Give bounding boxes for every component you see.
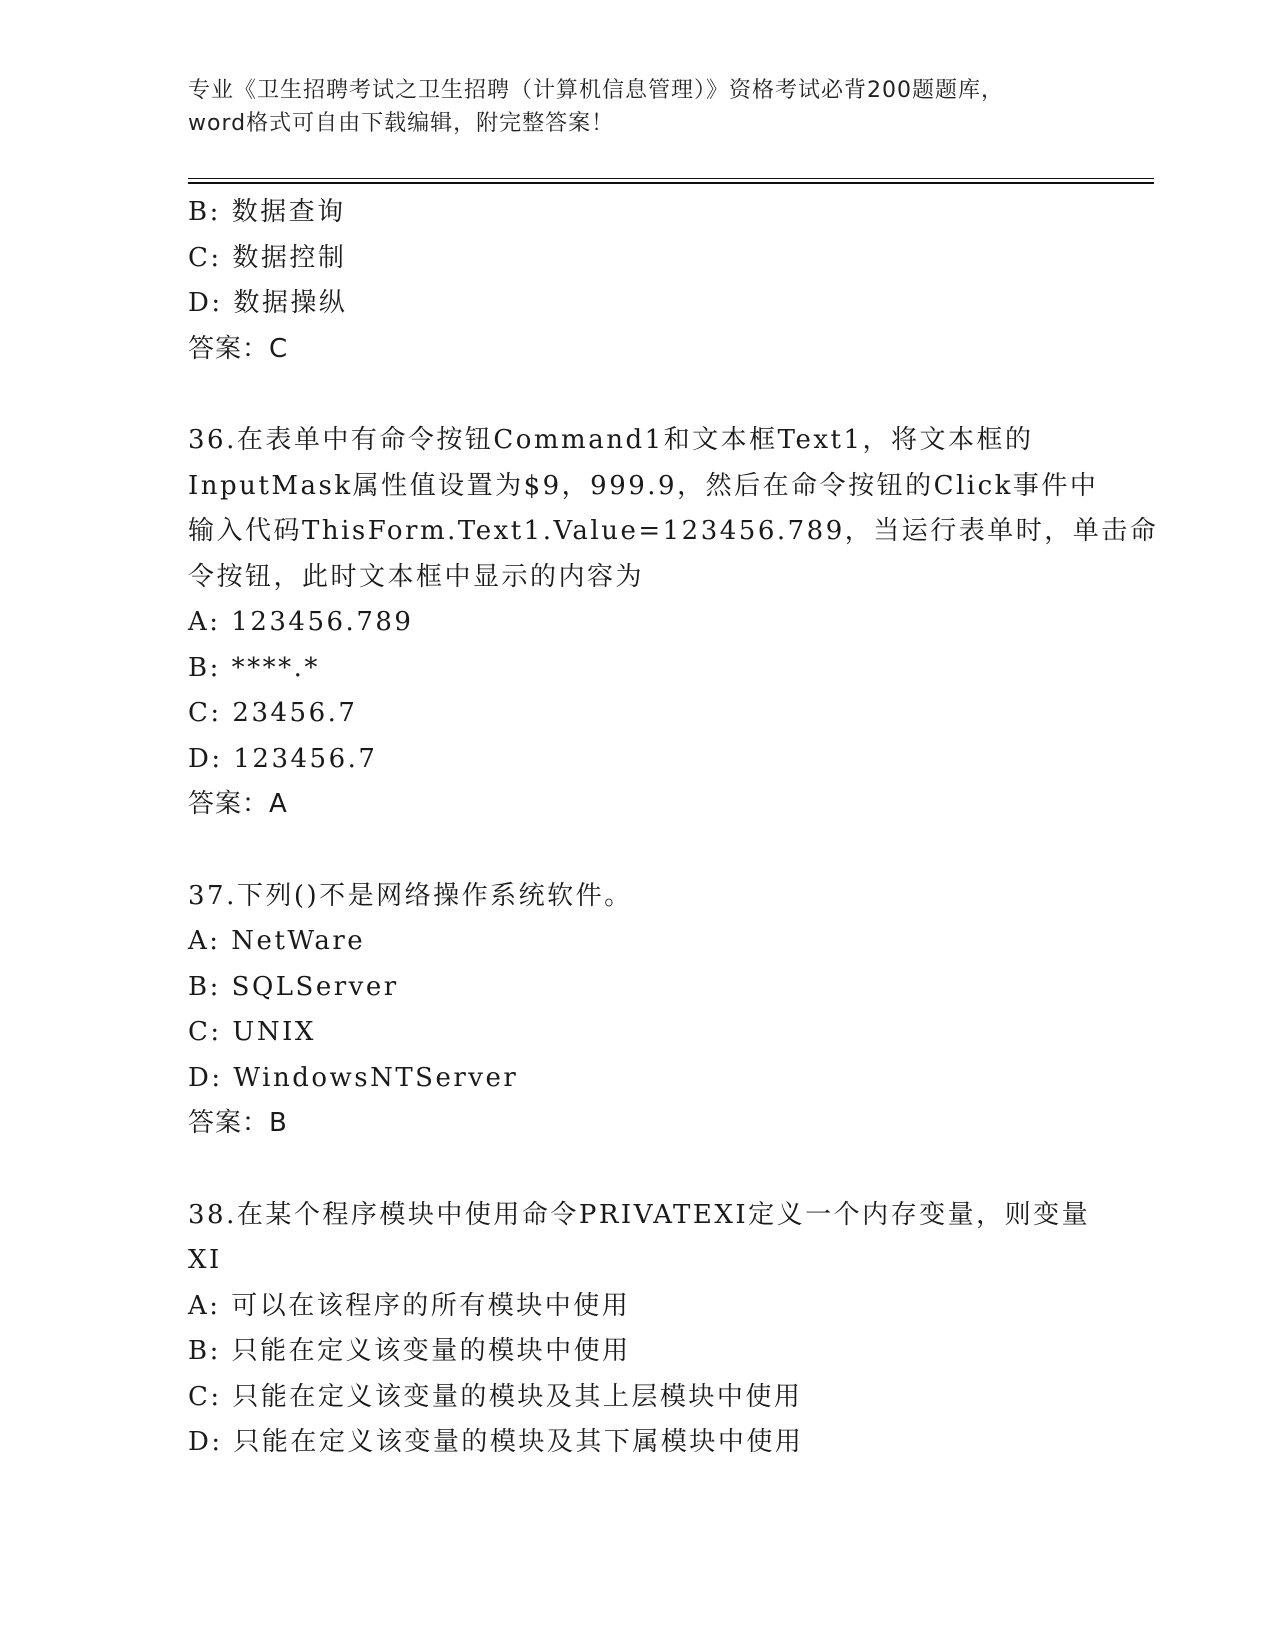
option-a: A: 123456.789 xyxy=(188,607,414,637)
question-stem-line: 38.在某个程序模块中使用命令PRIVATEXI定义一个内存变量，则变量 xyxy=(188,1199,1091,1230)
option-a: A: 可以在该程序的所有模块中使用 xyxy=(188,1290,631,1321)
option-b: B: 数据查询 xyxy=(188,197,346,227)
question-stem-line: 令按钮，此时文本框中显示的内容为 xyxy=(188,561,645,592)
header-line-2: word格式可自由下载编辑，附完整答案！ xyxy=(188,111,615,136)
option-d: D: 数据操纵 xyxy=(188,288,348,318)
question-35 xyxy=(188,190,1088,372)
answer: 答案：B xyxy=(188,1108,288,1138)
question-list xyxy=(188,190,1159,1466)
header-rule-thick xyxy=(188,182,1154,184)
question-stem-line: 37.下列()不是网络操作系统软件。 xyxy=(188,880,633,911)
question-38 xyxy=(188,1193,1091,1466)
option-d: D: WindowsNTServer xyxy=(188,1062,519,1093)
document-header xyxy=(188,74,1088,140)
option-b: B: ****.* xyxy=(188,652,320,683)
header-rule-thin xyxy=(188,178,1154,179)
question-37 xyxy=(188,874,1088,1147)
answer: 答案：C xyxy=(188,333,289,364)
question-stem-line: 输入代码ThisForm.Text1.Value=123456.789，当运行表单时，单击命 xyxy=(188,516,1159,546)
question-36 xyxy=(188,418,1159,828)
option-c: C: 只能在定义该变量的模块及其上层模块中使用 xyxy=(188,1381,803,1412)
option-c: C: UNIX xyxy=(188,1017,316,1047)
option-d: D: 只能在定义该变量的模块及其下属模块中使用 xyxy=(188,1427,804,1457)
answer: 答案：A xyxy=(188,789,288,819)
option-c: C: 23456.7 xyxy=(188,698,358,728)
header-line-1: 专业《卫生招聘考试之卫生招聘（计算机信息管理）》资格考试必背200题题库， xyxy=(188,78,1004,103)
option-c: C: 数据控制 xyxy=(188,242,347,273)
question-stem-line: 36.在表单中有命令按钮Command1和文本框Text1，将文本框的 xyxy=(188,425,1034,455)
option-b: B: 只能在定义该变量的模块中使用 xyxy=(188,1336,631,1366)
option-a: A: NetWare xyxy=(188,926,366,956)
question-stem-line: XI xyxy=(188,1245,222,1275)
option-d: D: 123456.7 xyxy=(188,743,378,774)
option-b: B: SQLServer xyxy=(188,971,399,1002)
question-stem-line: InputMask属性值设置为$9，999.9，然后在命令按钮的Click事件中 xyxy=(188,470,1099,501)
